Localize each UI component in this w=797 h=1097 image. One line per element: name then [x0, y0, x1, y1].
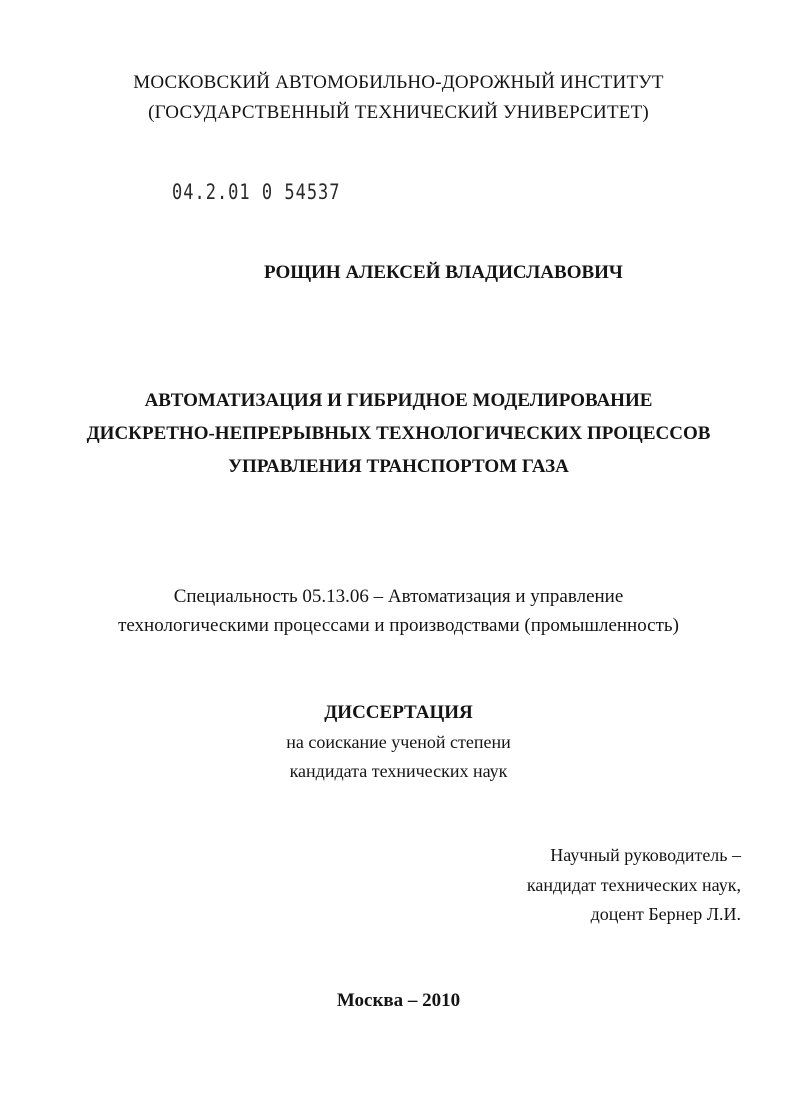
institute-name-line-1: МОСКОВСКИЙ АВТОМОБИЛЬНО-ДОРОЖНЫЙ ИНСТИТУТ — [133, 72, 664, 93]
place-and-year: Москва – 2010 — [336, 990, 461, 1011]
advisor-line-2: кандидат технических наук, — [526, 875, 741, 895]
degree-line-1: на соискание ученой степени — [286, 732, 511, 752]
advisor-line-3: доцент Бернер Л.И. — [590, 904, 741, 924]
thesis-title-line-3: УПРАВЛЕНИЯ ТРАНСПОРТОМ ГАЗА — [228, 456, 569, 477]
thesis-title-line-2: ДИСКРЕТНО-НЕПРЕРЫВНЫХ ТЕХНОЛОГИЧЕСКИХ ПРОЦЕССОВ — [86, 423, 711, 444]
author-name: РОЩИН АЛЕКСЕЙ ВЛАДИСЛАВОВИЧ — [264, 262, 623, 283]
specialty-line-1: Специальность 05.13.06 – Автоматизация и управление — [173, 586, 624, 607]
archive-stamp-number: 04.2.01 0 54537 — [172, 180, 341, 205]
institute-name-line-2: (ГОСУДАРСТВЕННЫЙ ТЕХНИЧЕСКИЙ УНИВЕРСИТЕТ) — [148, 102, 649, 123]
advisor-line-1: Научный руководитель – — [550, 845, 741, 865]
degree-line-2: кандидата технических наук — [289, 761, 508, 781]
specialty-line-2: технологическими процессами и производствами (промышленность) — [118, 615, 679, 636]
dissertation-heading: ДИССЕРТАЦИЯ — [324, 702, 473, 723]
thesis-title-line-1: АВТОМАТИЗАЦИЯ И ГИБРИДНОЕ МОДЕЛИРОВАНИЕ — [144, 390, 653, 411]
